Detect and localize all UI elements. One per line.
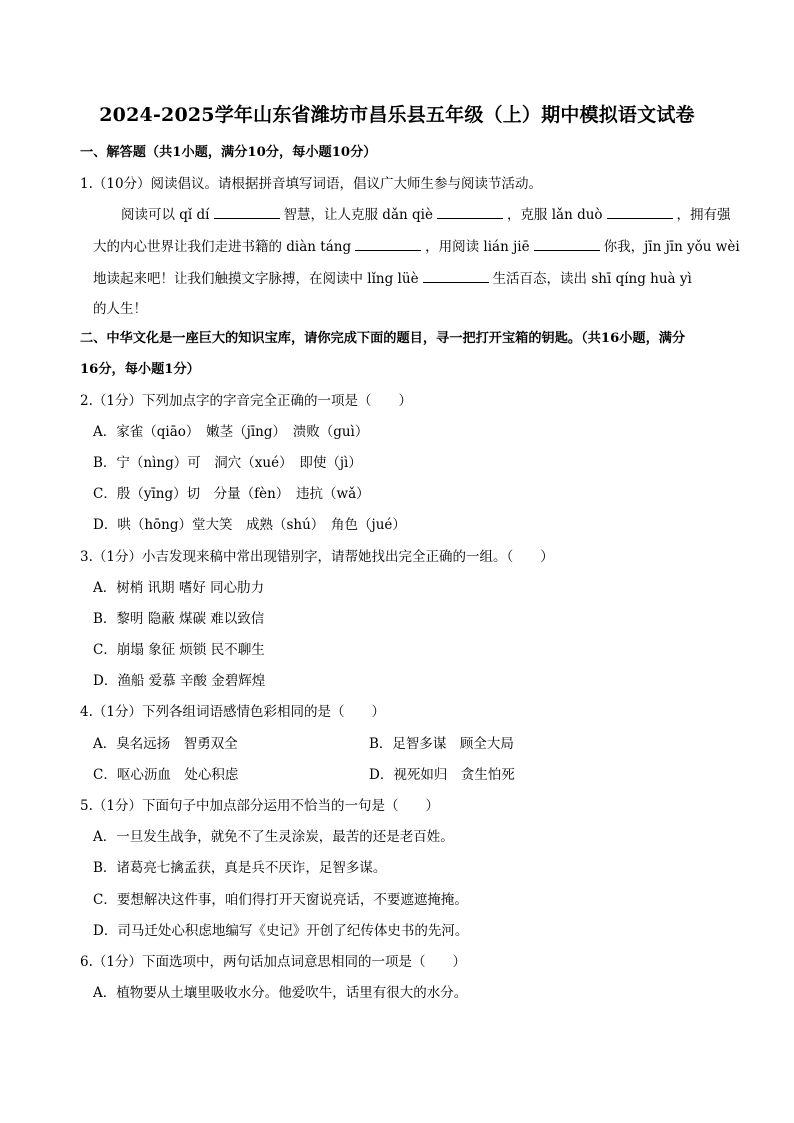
q3-option-b[interactable]: B．黎明 隐蔽 煤碳 难以致信 [93,611,265,627]
q3-option-a[interactable]: A．树梢 讯期 嗜好 同心肋力 [93,580,265,596]
answer-blank[interactable] [355,236,421,251]
q1-passage-line-1 [121,204,731,225]
q5-option-c[interactable]: C．要想解决这件事，咱们得打开天窗说亮话，不要遮遮掩掩。 [93,892,468,908]
q1-text: ，拥有强 [676,207,731,223]
q3-option-d[interactable]: D．渔船 爱慕 辛酸 金碧辉煌 [93,673,266,689]
section-2-heading-line-1: 二、中华文化是一座巨大的知识宝库，请你完成下面的题目，寻一把打开宝箱的钥匙。（共16小题，满分 [80,331,686,346]
q1-text: 你我，jīn jīn yǒu wèi [603,239,740,255]
q3-stem: 3.（1分）小吉发现来稿中常出现错别字，请帮她找出完全正确的一组。（ ） [80,549,554,565]
q1-text: 地读起来吧！让我们触摸文字脉搏，在阅读中 lǐng lüè [93,271,419,287]
q1-text: ，克服 lǎn duò [506,207,603,223]
answer-blank[interactable] [437,204,503,219]
q1-passage-line-4: 的人生！ [93,301,147,317]
q5-option-b[interactable]: B．诸葛亮七擒孟获，真是兵不厌诈，足智多谋。 [93,860,387,876]
answer-blank[interactable] [534,236,600,251]
q1-text: 智慧，让人克服 dǎn qiè [283,207,433,223]
answer-blank[interactable] [214,204,280,219]
q6-stem: 6.（1分）下面选项中，两句话加点词意思相同的一项是（ ） [80,954,466,970]
q4-stem: 4.（1分）下列各组词语感情色彩相同的是（ ） [80,704,385,720]
q3-option-c[interactable]: C．崩塌 象征 烦锁 民不聊生 [93,642,265,658]
q2-option-d[interactable]: D．哄（hōng）堂大笑 成熟（shú） 角色（jué） [93,517,406,533]
exam-title: 2024-2025学年山东省潍坊市昌乐县五年级（上）期中模拟语文试卷 [99,104,695,126]
answer-blank[interactable] [423,268,489,283]
q1-text: ，用阅读 lián jiē [425,239,530,255]
q4-option-a[interactable]: A．臭名远扬 智勇双全 [93,736,238,752]
q5-option-a[interactable]: A．一旦发生战争，就免不了生灵涂炭，最苦的还是老百姓。 [93,829,454,845]
q1-text: 阅读可以 qǐ dí [121,207,210,223]
q1-text: 生活百态，读出 shī qíng huà yì [492,271,692,287]
q4-option-b[interactable]: B．足智多谋 顾全大局 [369,736,514,752]
q4-option-c[interactable]: C．呕心沥血 处心积虑 [93,767,239,783]
q1-stem: 1.（10分）阅读倡议。请根据拼音填写词语，倡议广大师生参与阅读节活动。 [80,176,543,192]
answer-blank[interactable] [607,204,673,219]
q4-option-d[interactable]: D．视死如归 贪生怕死 [369,767,515,783]
q2-option-a[interactable]: A．家雀（qiāo） 嫩茎（jīng） 溃败（guì） [93,424,369,440]
q1-passage-line-2 [93,236,740,257]
q5-stem: 5.（1分）下面句子中加点部分运用不恰当的一句是（ ） [80,798,439,814]
q1-text: 大的内心世界让我们走进书籍的 diàn táng [93,239,352,255]
q6-option-a[interactable]: A．植物要从土壤里吸收水分。他爱吹牛，话里有很大的水分。 [93,985,468,1001]
q5-option-d[interactable]: D．司马迁处心积虑地编写《史记》开创了纪传体史书的先河。 [93,923,469,939]
q1-passage-line-3 [93,268,692,289]
q2-option-c[interactable]: C．殷（yīng）切 分量（fèn） 违抗（wǎ） [93,486,370,502]
section-1-heading: 一、解答题（共1小题，满分10分，每小题10分） [80,145,377,160]
q2-stem: 2.（1分）下列加点字的字音完全正确的一项是（ ） [80,393,412,409]
section-2-heading-line-2: 16分，每小题1分） [80,362,200,377]
q2-option-b[interactable]: B．宁（nìng）可 洞穴（xué） 即使（jì） [93,455,362,471]
